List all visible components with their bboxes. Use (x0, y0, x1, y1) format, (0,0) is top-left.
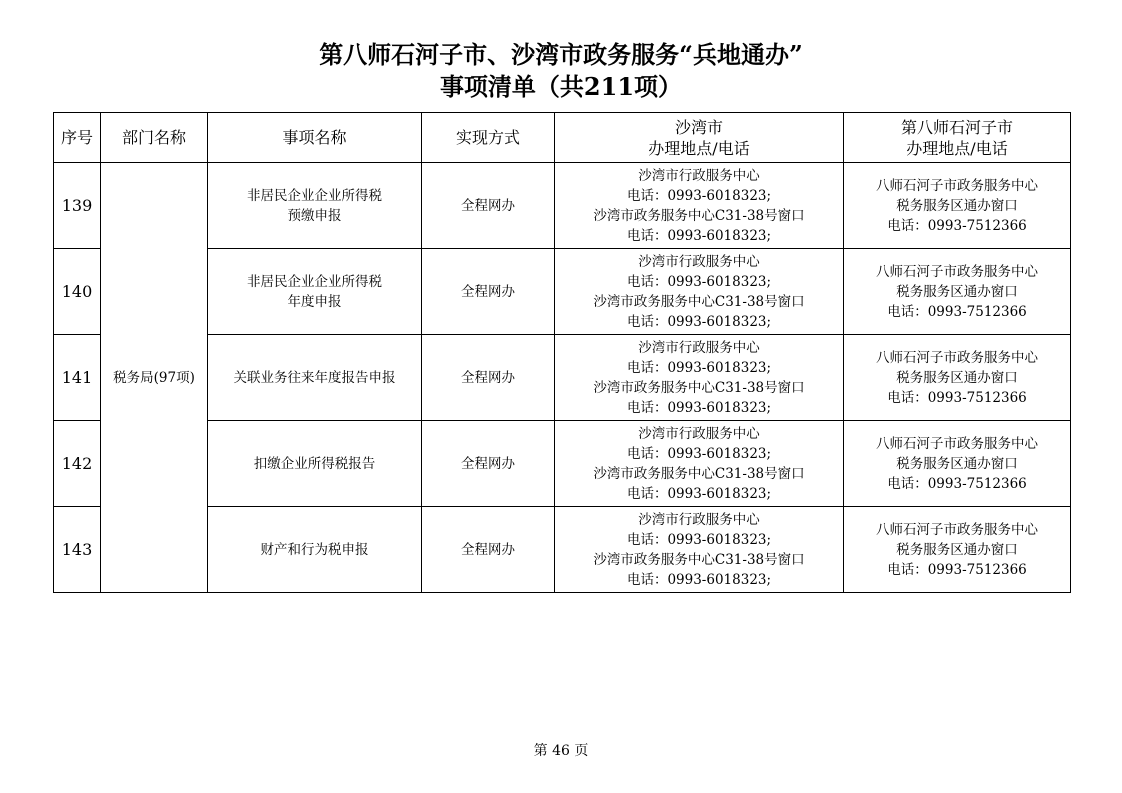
shihezi-line: 税务服务区通办窗口 (896, 455, 1018, 472)
table-header-row (54, 113, 1071, 163)
item-line: 非居民企业企业所得税 (247, 187, 382, 204)
shihezi-line: 电话：0993-7512366 (887, 475, 1027, 492)
shawan-line: 沙湾市行政服务中心 (638, 511, 760, 528)
shihezi-line: 电话：0993-7512366 (887, 561, 1027, 578)
row-item-name (208, 421, 422, 507)
row-method: 全程网办 (422, 335, 555, 421)
shihezi-line: 八师石河子市政务服务中心 (876, 435, 1038, 452)
row-shihezi-location (844, 421, 1071, 507)
shihezi-line: 税务服务区通办窗口 (896, 197, 1018, 214)
row-method: 全程网办 (422, 163, 555, 249)
shawan-line: 电话：0993-6018323; (626, 445, 772, 462)
header-shihezi (844, 113, 1071, 163)
shihezi-line: 电话：0993-7512366 (887, 389, 1027, 406)
header-shihezi-line1: 第八师石河子市 (900, 117, 1013, 137)
items-table (53, 112, 1071, 593)
row-shihezi-location (844, 163, 1071, 249)
row-shawan-location (555, 163, 844, 249)
row-shihezi-location (844, 249, 1071, 335)
shawan-line: 沙湾市行政服务中心 (638, 339, 760, 356)
header-method: 实现方式 (422, 113, 555, 163)
shawan-line: 电话：0993-6018323; (626, 399, 772, 416)
row-item-name (208, 163, 422, 249)
row-shawan-location (555, 249, 844, 335)
shawan-line: 沙湾市政务服务中心C31-38号窗口 (593, 465, 805, 482)
header-shawan-line1: 沙湾市 (674, 117, 723, 137)
header-department: 部门名称 (101, 113, 208, 163)
header-item-name: 事项名称 (208, 113, 422, 163)
shawan-line: 电话：0993-6018323; (626, 359, 772, 376)
shihezi-line: 电话：0993-7512366 (887, 217, 1027, 234)
shihezi-line: 电话：0993-7512366 (887, 303, 1027, 320)
department-cell: 税务局(97项) (101, 163, 208, 593)
row-seq: 139 (54, 163, 101, 249)
shawan-line: 沙湾市政务服务中心C31-38号窗口 (593, 551, 805, 568)
document-title-line1: 第八师石河子市、沙湾市政务服务“兵地通办” (319, 40, 803, 69)
shawan-line: 沙湾市行政服务中心 (638, 425, 760, 442)
row-method: 全程网办 (422, 249, 555, 335)
item-line: 财产和行为税申报 (260, 541, 369, 558)
item-line: 年度申报 (287, 293, 342, 310)
row-shihezi-location (844, 507, 1071, 593)
row-shawan-location (555, 421, 844, 507)
header-shawan-line2: 办理地点/电话 (648, 138, 750, 158)
shawan-line: 电话：0993-6018323; (626, 227, 772, 244)
item-line: 预缴申报 (287, 207, 342, 224)
item-line: 非居民企业企业所得税 (247, 273, 382, 290)
row-item-name (208, 507, 422, 593)
shawan-line: 沙湾市政务服务中心C31-38号窗口 (593, 207, 805, 224)
table-row (54, 163, 1071, 249)
header-seq: 序号 (54, 113, 101, 163)
shihezi-line: 税务服务区通办窗口 (896, 369, 1018, 386)
row-item-name (208, 335, 422, 421)
row-seq: 142 (54, 421, 101, 507)
shihezi-line: 八师石河子市政务服务中心 (876, 349, 1038, 366)
row-seq: 140 (54, 249, 101, 335)
header-shihezi-line2: 办理地点/电话 (906, 138, 1008, 158)
shihezi-line: 税务服务区通办窗口 (896, 541, 1018, 558)
row-item-name (208, 249, 422, 335)
shawan-line: 沙湾市行政服务中心 (638, 167, 760, 184)
shawan-line: 电话：0993-6018323; (626, 273, 772, 290)
row-method: 全程网办 (422, 507, 555, 593)
shawan-line: 电话：0993-6018323; (626, 531, 772, 548)
shawan-line: 电话：0993-6018323; (626, 187, 772, 204)
document-title-line2: 事项清单（共211项） (439, 72, 683, 101)
item-line: 关联业务往来年度报告申报 (233, 369, 396, 386)
shawan-line: 沙湾市行政服务中心 (638, 253, 760, 270)
shawan-line: 电话：0993-6018323; (626, 313, 772, 330)
shihezi-line: 八师石河子市政务服务中心 (876, 263, 1038, 280)
row-shawan-location (555, 507, 844, 593)
shawan-line: 电话：0993-6018323; (626, 485, 772, 502)
shihezi-line: 八师石河子市政务服务中心 (876, 521, 1038, 538)
row-seq: 141 (54, 335, 101, 421)
row-shihezi-location (844, 335, 1071, 421)
shihezi-line: 税务服务区通办窗口 (896, 283, 1018, 300)
shihezi-line: 八师石河子市政务服务中心 (876, 177, 1038, 194)
row-seq: 143 (54, 507, 101, 593)
shawan-line: 沙湾市政务服务中心C31-38号窗口 (593, 293, 805, 310)
page-number: 第 46 页 (533, 743, 589, 759)
header-shawan (555, 113, 844, 163)
row-method: 全程网办 (422, 421, 555, 507)
item-line: 扣缴企业所得税报告 (253, 455, 376, 472)
row-shawan-location (555, 335, 844, 421)
shawan-line: 沙湾市政务服务中心C31-38号窗口 (593, 379, 805, 396)
shawan-line: 电话：0993-6018323; (626, 571, 772, 588)
